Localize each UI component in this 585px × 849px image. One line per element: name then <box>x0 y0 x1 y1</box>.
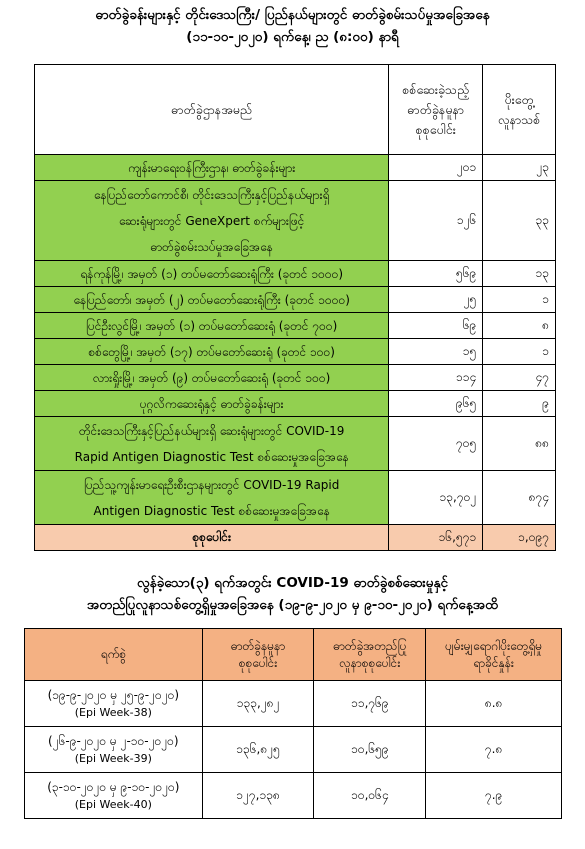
date-range-cell <box>25 773 203 819</box>
positive-cell: ၁ <box>483 339 556 365</box>
tested-cell: ၉၆၅ <box>389 391 483 417</box>
date-range-cell <box>25 727 203 773</box>
rate-cell: ၇.၉ <box>426 773 562 819</box>
positive-cell: ၁ <box>483 287 556 313</box>
table-total-row <box>35 525 556 551</box>
lab-name-line: ရန်ကုန်မြို့၊ အမှတ် (၁) တပ်မတော်ဆေးရုံကြီး (ခုတင် ၁၀၀၀) <box>80 266 344 281</box>
tested-cell: ၆၉ <box>389 313 483 339</box>
epi-week: (Epi Week-38) <box>74 705 152 719</box>
table-body <box>35 155 556 525</box>
title-line-2: (၁၁-၁၀-၂၀၂၀) ရက်နေ့၊ ည (၈:၀၀) နာရီ <box>186 29 399 45</box>
weekly-header-row <box>25 629 562 681</box>
header-tested-total: စစ်ဆေးခဲ့သည့် ဓာတ်ခွဲနမူနာ စုစုပေါင်း <box>389 65 483 155</box>
header-positivity-rate: ပျမ်းမျှရောဂါပိုးတွေ့ရှိမှု ရာခိုင်နှုန်း <box>426 629 562 681</box>
header-confirmed-total: ဓာတ်ခွဲအတည်ပြု လူနာစုစုပေါင်း <box>314 629 426 681</box>
rate-cell: ၈.၈ <box>426 681 562 727</box>
table-row <box>35 181 556 261</box>
header-date: ရက်စွဲ <box>25 629 203 681</box>
confirmed-cell: ၁၀,၆၅၉ <box>314 727 426 773</box>
lab-name-line: စစ်တွေမြို့၊ အမှတ် (၁၇) တပ်မတော်ဆေးရုံ (ခုတင် ၁၀၀) <box>88 344 335 359</box>
lab-name-cell <box>35 471 389 525</box>
lab-name-cell <box>35 155 389 181</box>
title-line-1: ဓာတ်ခွဲခန်းများနှင့် တိုင်းဒေသကြီး/ ပြည်နယ်များတွင် ဓာတ်ခွဲစမ်းသပ်မှုအခြေအနေ <box>95 7 490 23</box>
positive-cell: ၈၈ <box>483 417 556 471</box>
section-title-1 <box>0 4 585 48</box>
tested-cell: ၇၀၅ <box>389 417 483 471</box>
lab-name-cell <box>35 339 389 365</box>
tested-cell: ၁၅ <box>389 339 483 365</box>
weekly-row <box>25 681 562 727</box>
lab-name-cell <box>35 391 389 417</box>
date-range: (၁၉-၉-၂၀၂၀ မှ ၂၅-၉-၂၀၂၀) <box>47 687 180 702</box>
table-row <box>35 391 556 417</box>
lab-name-line: ပြင်ဦးလွင်မြို့၊ အမှတ် (၁) တပ်မတော်ဆေးရုံ (ခုတင် ၇၀၀) <box>86 318 338 333</box>
weekly-row <box>25 727 562 773</box>
date-range: (၂၆-၉-၂၀၂၀ မှ ၂-၁၀-၂၀၂၀) <box>48 733 179 748</box>
lab-name-line: Antigen Diagnostic Test စစ်ဆေးမှုအခြေအနေ <box>93 503 330 518</box>
table-row <box>35 155 556 181</box>
lab-name-line: တိုင်းဒေသကြီးနှင့်ပြည်နယ်များရှိ ဆေးရုံများတွင် COVID-19 <box>78 423 345 438</box>
weekly-table-body <box>25 681 562 819</box>
weekly-row <box>25 773 562 819</box>
epi-week: (Epi Week-40) <box>74 797 152 811</box>
confirmed-cell: ၁၁,၇၆၉ <box>314 681 426 727</box>
header-samples-total: ဓာတ်ခွဲနမူနာ စုစုပေါင်း <box>202 629 314 681</box>
positive-cell: ၁၃ <box>483 261 556 287</box>
positive-cell: ၉ <box>483 391 556 417</box>
positive-cell: ၈ <box>483 313 556 339</box>
table-row <box>35 287 556 313</box>
epi-week: (Epi Week-39) <box>74 751 152 765</box>
table-row <box>35 365 556 391</box>
lab-name-cell <box>35 287 389 313</box>
lab-name-cell <box>35 181 389 261</box>
positive-cell: ၄၇ <box>483 365 556 391</box>
positive-cell: ၃၃ <box>483 181 556 261</box>
tested-cell: ၂၀၁ <box>389 155 483 181</box>
tested-cell: ၁၂၆ <box>389 181 483 261</box>
rate-cell: ၇.၈ <box>426 727 562 773</box>
tested-cell: ၂၅ <box>389 287 483 313</box>
table-row <box>35 261 556 287</box>
lab-name-line: Rapid Antigen Diagnostic Test စစ်ဆေးမှုအခြေအနေ <box>74 449 349 464</box>
tested-cell: ၁၃၃,၂၈၂ <box>202 681 314 727</box>
title2-line-1: လွန်ခဲ့သော(၃) ရက်အတွင်း COVID-19 ဓာတ်ခွဲစစ်ဆေးမှုနှင့် <box>137 575 448 591</box>
lab-name-cell <box>35 313 389 339</box>
tested-cell: ၁၃,၇၀၂ <box>389 471 483 525</box>
tested-cell: ၁၂၇,၁၃၈ <box>202 773 314 819</box>
section-title-2 <box>0 572 585 616</box>
lab-name-line: ဓာတ်ခွဲစမ်းသပ်မှုအခြေအနေ <box>150 239 273 254</box>
table-row <box>35 417 556 471</box>
date-range: (၃-၁၀-၂၀၂၀ မှ ၉-၁၀-၂၀၂၀) <box>47 779 180 794</box>
tested-cell: ၅၆၉ <box>389 261 483 287</box>
lab-name-line: လားရှိုးမြို့၊ အမှတ် (၉) တပ်မတော်ဆေးရုံ (ခုတင် ၁၀၀) <box>93 370 331 385</box>
confirmed-cell: ၁၀,၀၆၄ <box>314 773 426 819</box>
lab-name-cell <box>35 365 389 391</box>
lab-name-line: ပြည်သူ့ကျန်းမာရေးဦးစီးဌာနများတွင် COVID-19 Rapid <box>83 477 340 492</box>
lab-name-cell <box>35 261 389 287</box>
table-header-row <box>35 65 556 155</box>
positive-cell: ၂၃ <box>483 155 556 181</box>
lab-name-line: ပုဂ္ဂလိကဆေးရုံနှင့် ဓာတ်ခွဲခန်းများ <box>139 396 284 411</box>
total-label: စုစုပေါင်း <box>35 525 389 551</box>
tested-cell: ၁၁၄ <box>389 365 483 391</box>
lab-name-cell <box>35 417 389 471</box>
table-row <box>35 339 556 365</box>
table-row <box>35 313 556 339</box>
total-tested: ၁၆,၅၇၁ <box>389 525 483 551</box>
positive-cell: ၈၇၄ <box>483 471 556 525</box>
header-lab-name: ဓာတ်ခွဲဌာနအမည် <box>35 65 389 155</box>
lab-name-line: ကျန်းမာရေးဝန်ကြီးဌာန၊ ဓာတ်ခွဲခန်းများ <box>128 160 296 175</box>
lab-name-line: ဆေးရုံများတွင် GeneXpert စက်များဖြင့် <box>118 213 305 228</box>
weekly-summary-table <box>24 628 562 819</box>
total-positive: ၁,၀၉၇ <box>483 525 556 551</box>
date-range-cell <box>25 681 203 727</box>
lab-name-line: နေပြည်တော်၊ အမှတ် (၂) တပ်မတော်ဆေးရုံကြီး (ခုတင် ၁၀၀၀) <box>73 292 350 307</box>
title2-line-2: အတည်ပြုလူနာသစ်တွေ့ရှိမှုအခြေအနေ (၁၉-၉-၂၀၂၀ မှ ၉-၁၀-၂၀၂၀) ရက်နေ့အထိ <box>86 597 499 613</box>
lab-testing-table <box>34 64 556 551</box>
header-new-positive: ပိုးတွေ့ လူနာသစ် <box>483 65 556 155</box>
tested-cell: ၁၃၆,၈၂၅ <box>202 727 314 773</box>
lab-name-line: နေပြည်တော်ကောင်စီ၊ တိုင်းဒေသကြီးနှင့်ပြည်နယ်များရှိ <box>93 187 330 202</box>
table-row <box>35 471 556 525</box>
